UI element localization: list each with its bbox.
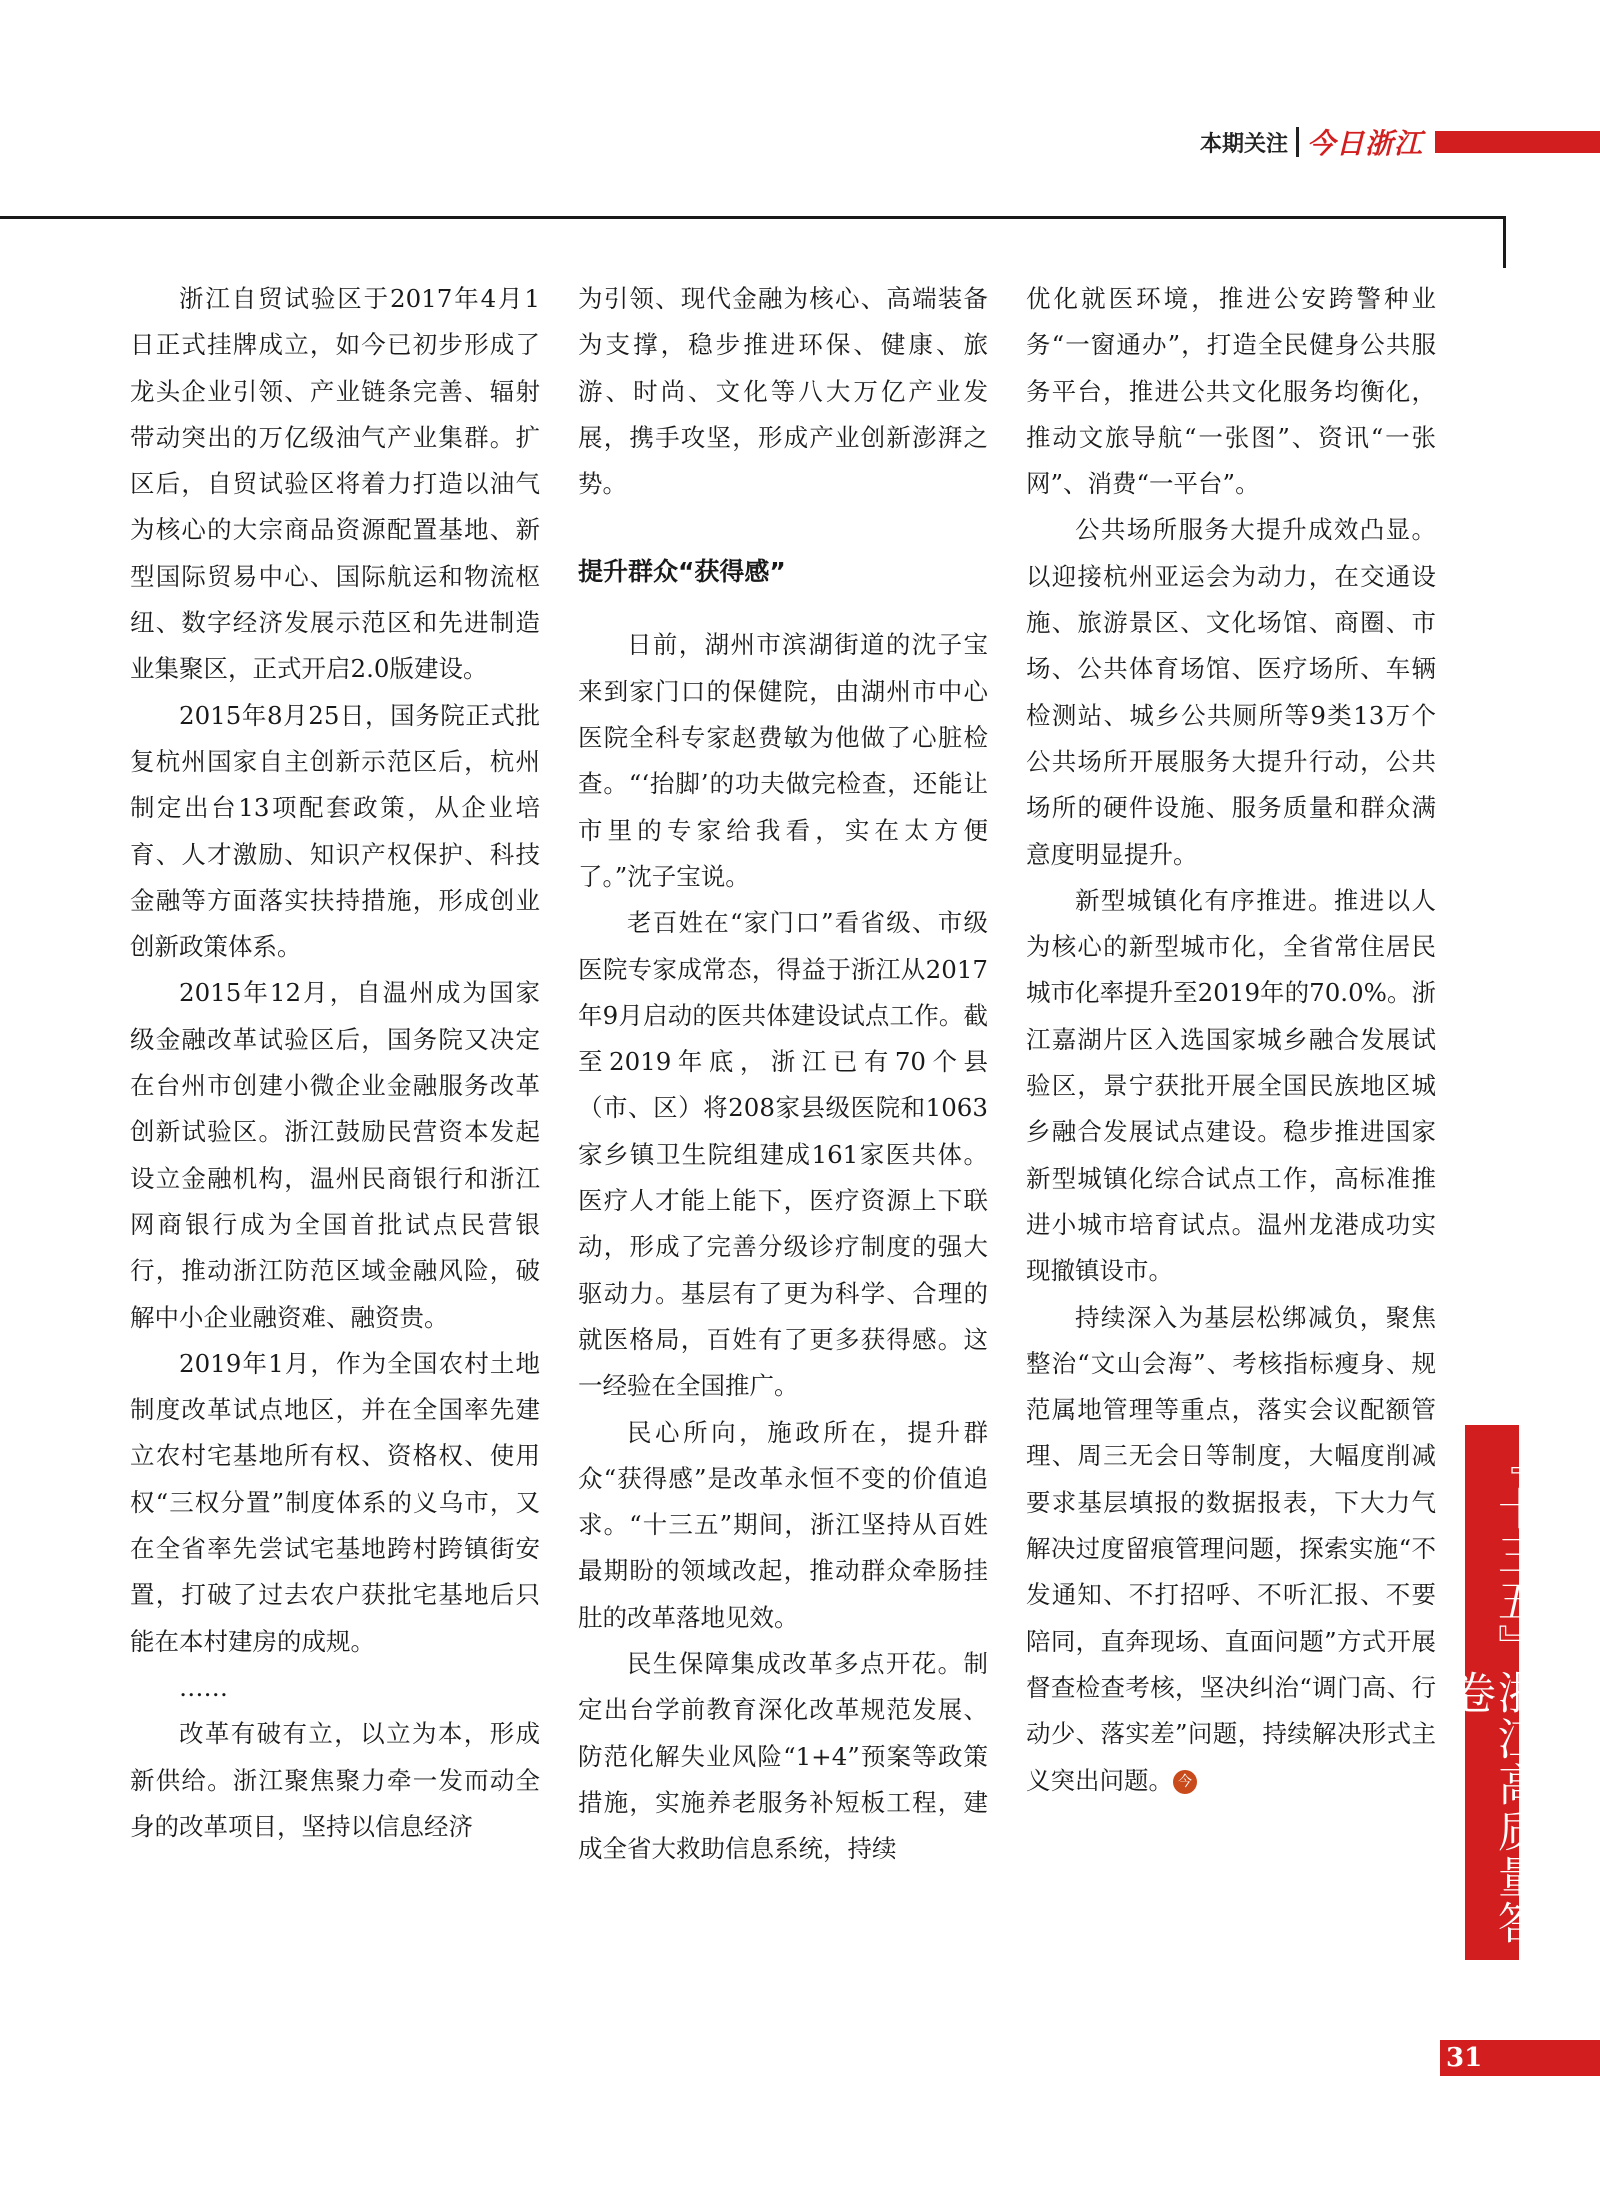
paragraph: 改革有破有立，以立为本，形成新供给。浙江聚焦聚力牵一发而动全身的改革项目，坚持以信息经济 <box>130 1719 540 1841</box>
paragraph: 公共场所服务大提升成效凸显。以迎接杭州亚运会为动力，在交通设施、旅游景区、文化场馆、商圈、市场、公共体育场馆、医疗场所、车辆检测站、城乡公共厕所等9类13万个公共场所开展服务大提升行动，公共场所的硬件设施、服务质量和群众满意度明显提升。 <box>1026 515 1436 869</box>
column-2 <box>578 276 988 1873</box>
section-label: 本期关注 <box>1200 131 1289 157</box>
paragraph: 新型城镇化有序推进。推进以人为核心的新型城市化，全省常住居民城市化率提升至2019年的70.0%。浙江嘉湖片区入选国家城乡融合发展试验区，景宁获批开展全国民族地区城乡融合发展试点建设。稳步推进国家新型城镇化综合试点工作，高标准推进小城市培育试点。温州龙港成功实现撤镇设市。 <box>1026 885 1436 1286</box>
column-1 <box>130 276 540 1850</box>
header-separator <box>1296 127 1299 157</box>
paragraph-text: 持续深入为基层松绑减负，聚焦整治“文山会海”、考核指标瘦身、规范属地管理等重点，落实会议配额管理、周三无会日等制度，大幅度削减要求基层填报的数据报表，下大力气解决过度留痕管理问题，探索实施“不发通知、不打招呼、不听汇报、不要陪同，直奔现场、直面问题”方式开展督查检查考核，坚决纠治“调门高、行动少、落实差”问题，持续解决形式主义突出问题。 <box>1026 1302 1436 1795</box>
magazine-logo: 今日浙江 <box>1307 127 1424 160</box>
top-rule-corner <box>1503 216 1506 268</box>
paragraph: 2019年1月，作为全国农村土地制度改革试点地区，并在全国率先建立农村宅基地所有权、资格权、使用权“三权分置”制度体系的义乌市，又在全省率先尝试宅基地跨村跨镇街安置，打破了过去农户获批宅基地后只能在本村建房的成规。 <box>130 1348 540 1656</box>
end-mark-icon: 今 <box>1173 1770 1197 1794</box>
page-header <box>1200 125 1423 159</box>
paragraph-continued: 优化就医环境，推进公安跨警种业务“一窗通办”，打造全民健身公共服务平台，推进公共文化服务均衡化，推动文旅导航“一张图”、资讯“一张网”、消费“一平台”。 <box>1026 284 1436 499</box>
paragraph: 老百姓在“家门口”看省级、市级医院专家成常态，得益于浙江从2017年9月启动的医共体建设试点工作。截至2019年底，浙江已有70个县（市、区）将208家县级医院和1063家乡镇卫生院组建成161家医共体。医疗人才能上能下，医疗资源上下联动，形成了完善分级诊疗制度的强大驱动力。基层有了更为科学、合理的就医格局，百姓有了更多获得感。这一经验在全国推广。 <box>578 908 988 1401</box>
paragraph: 2015年12月，自温州成为国家级金融改革试验区后，国务院又决定在台州市创建小微企业金融服务改革创新试验区。浙江鼓励民营资本发起设立金融机构，温州民商银行和浙江网商银行成为全国首批试点民营银行，推动浙江防范区域金融风险，破解中小企业融资难、融资贵。 <box>130 978 540 1332</box>
paragraph: 民心所向，施政所在，提升群众“获得感”是改革永恒不变的价值追求。“十三五”期间，浙江坚持从百姓最期盼的领域改起，推动群众牵肠挂肚的改革落地见效。 <box>578 1417 988 1632</box>
paragraph-continued: 为引领、现代金融为核心、高端装备为支撑，稳步推进环保、健康、旅游、时尚、文化等八大万亿产业发展，携手攻坚，形成产业创新澎湃之势。 <box>578 284 988 499</box>
paragraph: 日前，湖州市滨湖街道的沈子宝来到家门口的保健院，由湖州市中心医院全科专家赵费敏为他做了心脏检查。“‘抬脚’的功夫做完检查，还能让市里的专家给我看，实在太方便了。”沈子宝说。 <box>578 630 988 891</box>
paragraph-last <box>1026 1295 1436 1804</box>
column-3 <box>1026 276 1436 1804</box>
paragraph: 民生保障集成改革多点开花。制定出台学前教育深化改革规范发展、防范化解失业风险“1+4”预案等政策措施，实施养老服务补短板工程，建成全省大救助信息系统，持续 <box>578 1649 988 1864</box>
paragraph: 2015年8月25日，国务院正式批复杭州国家自主创新示范区后，杭州制定出台13项配套政策，从企业培育、人才激励、知识产权保护、科技金融等方面落实扶持措施，形成创业创新政策体系。 <box>130 700 540 962</box>
ellipsis: …… <box>179 1672 228 1702</box>
page-number: 31 <box>1446 2043 1483 2073</box>
paragraph: 浙江自贸试验区于2017年4月1日正式挂牌成立，如今已初步形成了龙头企业引领、产业链条完善、辐射带动突出的万亿级油气产业集群。扩区后，自贸试验区将着力打造以油气为核心的大宗商品资源配置基地、新型国际贸易中心、国际航运和物流枢纽、数字经济发展示范区和先进制造业集聚区，正式开启2.0版建设。 <box>130 284 540 684</box>
header-red-bar <box>1435 131 1600 153</box>
section-heading: 提升群众“获得感” <box>578 557 786 587</box>
top-rule <box>0 216 1505 219</box>
side-banner: 『十三五』浙江高质量答卷 <box>1465 1425 1519 1960</box>
